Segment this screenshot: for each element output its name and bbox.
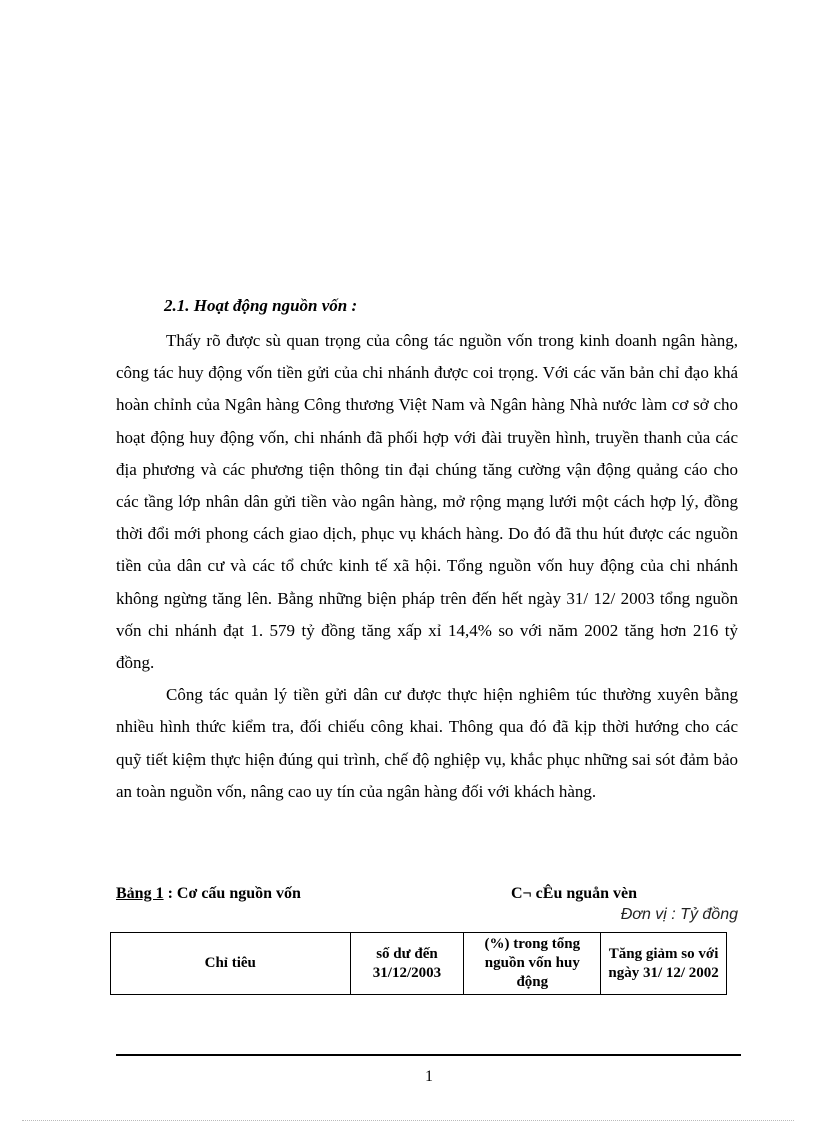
unit-label: Đơn vị : Tỷ đồng	[620, 906, 738, 923]
page-bottom-border	[22, 1120, 794, 1121]
footer-divider	[116, 1054, 741, 1056]
page-number: 1	[425, 1068, 433, 1085]
section-heading: 2.1. Hoạt động nguồn vốn :	[164, 296, 358, 315]
header-change: Tăng giảm so với ngày 31/ 12/ 2002	[601, 933, 727, 995]
header-percent: (%) trong tổng nguồn vốn huy động	[464, 933, 601, 995]
table-caption	[116, 885, 301, 903]
paragraph-1: Thấy rõ được sù quan trọng của công tác nguồn vốn trong kinh doanh ngân hàng, công tác huy động vốn tiền gửi của chi nhánh được coi trọng. Với các văn bản chỉ đạo khá hoàn chỉnh của Ngân hàng Công thương Việt Nam và Ngân hàng Nhà nước làm cơ sở cho hoạt động huy động vốn, chi nhánh đã phối hợp với đài truyền hình, truyền thanh của các địa phương và các phương tiện thông tin đại chúng tăng cường vận động quảng cáo cho các tầng lớp nhân dân gửi tiền vào ngân hàng, mở rộng mạng lưới một cách hợp lý, đồng thời đổi mới phong cách giao dịch, phục vụ khách hàng. Do đó đã thu hút được các nguồn tiền của dân cư và các tổ chức kinh tế xã hội. Tổng nguồn vốn huy động của chi nhánh không ngừng tăng lên. Bằng những biện pháp trên đến hết ngày 31/ 12/ 2003 tổng nguồn vốn chi nhánh đạt 1. 579 tỷ đồng tăng xấp xỉ 14,4% so với năm 2002 tăng hơn 216 tỷ đồng.	[116, 331, 738, 673]
table-caption-alt: C¬ cÊu nguån vèn	[511, 885, 638, 902]
table-caption-text: : Cơ cấu nguồn vốn	[167, 885, 301, 902]
body-text	[116, 325, 738, 808]
header-indicator: Chỉ tiêu	[111, 933, 351, 995]
header-balance: số dư đến 31/12/2003	[350, 933, 464, 995]
capital-structure-table	[110, 932, 727, 995]
table-caption-label: Bảng 1	[116, 885, 164, 902]
paragraph-2: Công tác quản lý tiền gửi dân cư được thực hiện nghiêm túc thường xuyên bằng nhiều hình thức kiểm tra, đối chiếu công khai. Thông qua đó đã kịp thời hướng cho các quỹ tiết kiệm thực hiện đúng qui trình, chế độ nghiệp vụ, khắc phục những sai sót đảm bảo an toàn nguồn vốn, nâng cao uy tín của ngân hàng đối với khách hàng.	[116, 685, 738, 801]
table-header-row	[111, 933, 727, 995]
